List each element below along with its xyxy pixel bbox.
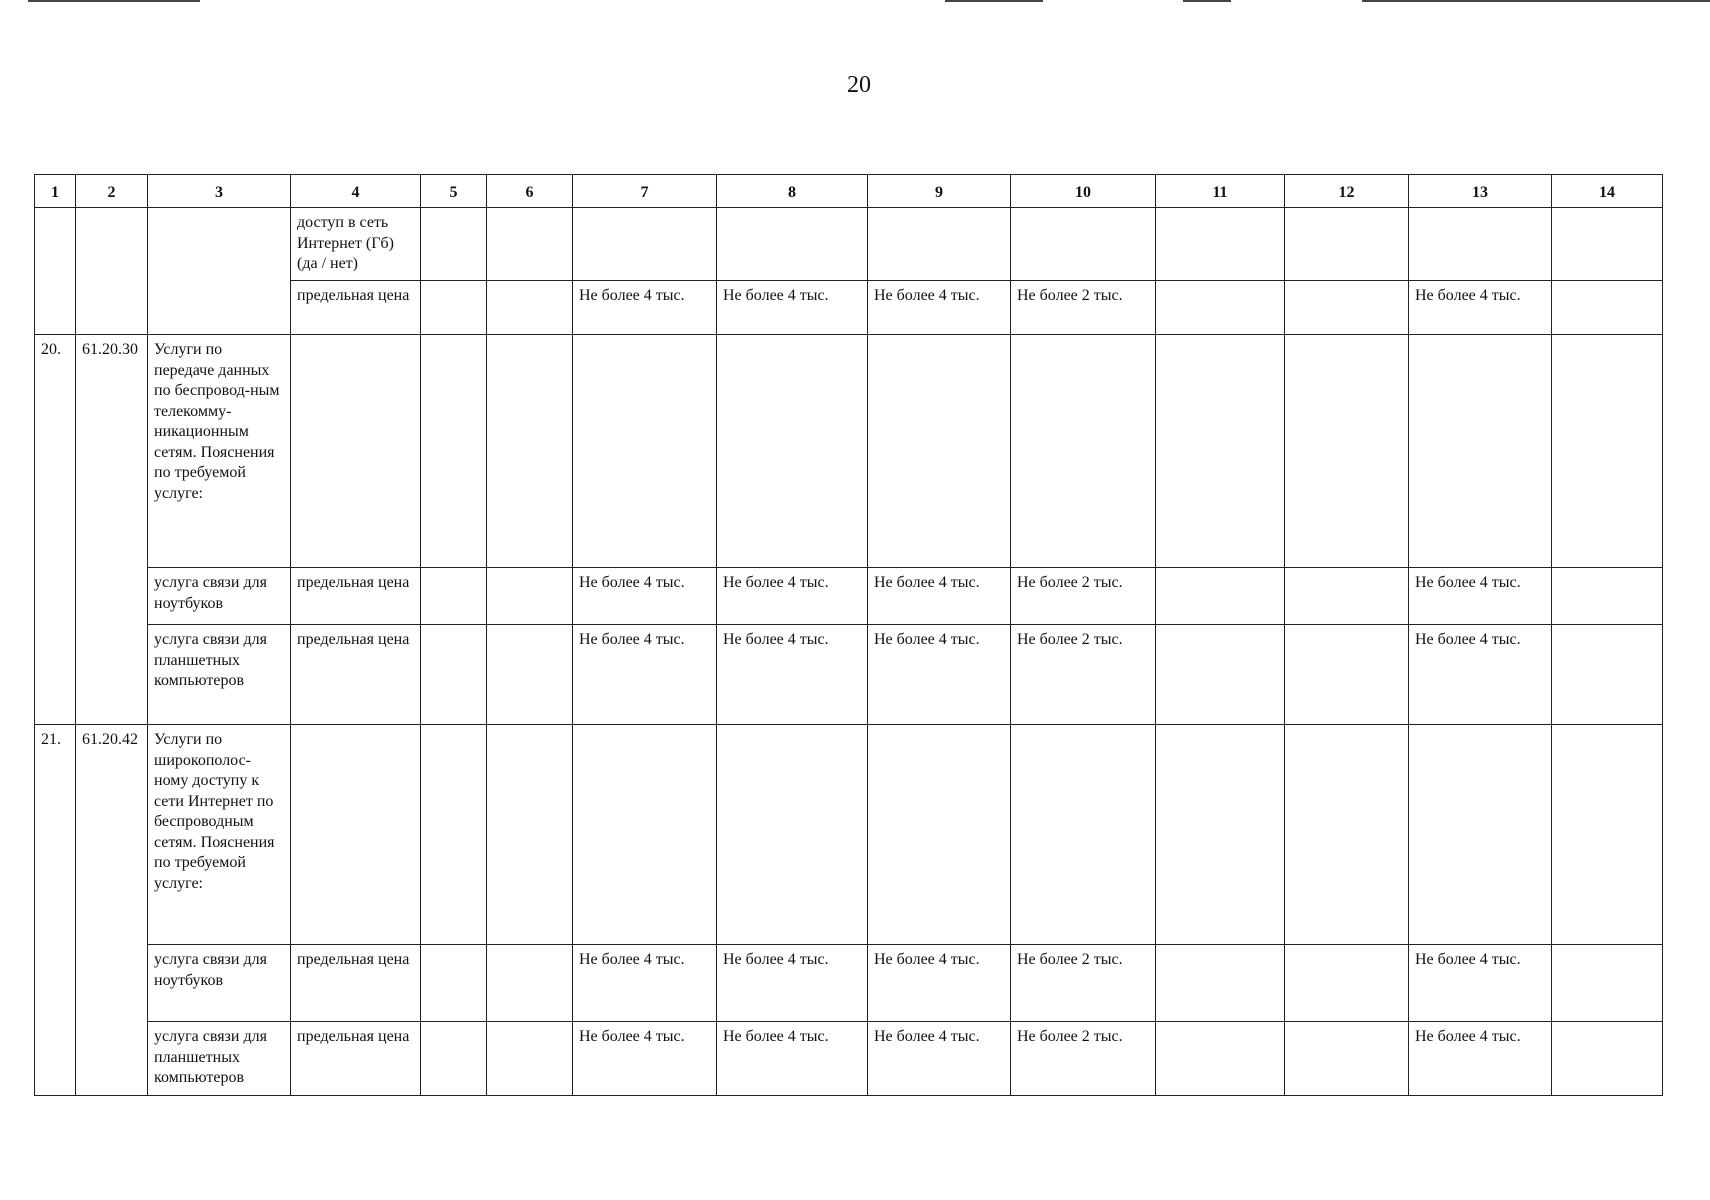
value-cell: Не более 4 тыс. <box>573 568 717 625</box>
column-header: 6 <box>487 175 573 208</box>
column-header: 9 <box>868 175 1011 208</box>
column-header: 4 <box>291 175 421 208</box>
header-row <box>35 175 1663 208</box>
value-cell: Не более 4 тыс. <box>717 568 868 625</box>
group-header-row <box>35 335 1663 568</box>
service-title: Услуги по передаче данных по беспровод-ным телекомму-никационным сетям. Пояснения по требуемой услуге: <box>148 335 291 568</box>
value-cell: Не более 4 тыс. <box>717 1022 868 1096</box>
value-cell: Не более 4 тыс. <box>573 281 717 335</box>
value-cell: Не более 2 тыс. <box>1011 281 1156 335</box>
group-header-row <box>35 725 1663 945</box>
table-cell <box>76 208 148 335</box>
column-header: 10 <box>1011 175 1156 208</box>
table-cell <box>148 208 291 335</box>
value-cell: Не более 2 тыс. <box>1011 945 1156 1022</box>
value-cell: Не более 4 тыс. <box>868 625 1011 725</box>
table-row <box>35 568 1663 625</box>
column-header: 13 <box>1409 175 1552 208</box>
characteristic-cell: предельная цена <box>291 281 421 335</box>
row-number: 21. <box>35 725 76 1096</box>
column-header: 11 <box>1156 175 1285 208</box>
scan-rule <box>28 0 200 2</box>
column-header: 5 <box>421 175 487 208</box>
scan-rule <box>945 0 1043 2</box>
characteristic-cell: предельная цена <box>291 625 421 725</box>
column-header: 8 <box>717 175 868 208</box>
row-number: 20. <box>35 335 76 725</box>
table-row <box>35 945 1663 1022</box>
value-cell: Не более 4 тыс. <box>717 281 868 335</box>
table-row <box>35 1022 1663 1096</box>
column-header: 2 <box>76 175 148 208</box>
value-cell: Не более 4 тыс. <box>1409 1022 1552 1096</box>
column-header: 7 <box>573 175 717 208</box>
value-cell: Не более 4 тыс. <box>573 1022 717 1096</box>
characteristic-cell: предельная цена <box>291 1022 421 1096</box>
value-cell: Не более 4 тыс. <box>717 945 868 1022</box>
table-cell <box>35 208 76 335</box>
value-cell: Не более 4 тыс. <box>1409 568 1552 625</box>
table-row <box>35 208 1663 281</box>
value-cell: Не более 4 тыс. <box>717 625 868 725</box>
column-header: 12 <box>1285 175 1409 208</box>
value-cell: Не более 2 тыс. <box>1011 568 1156 625</box>
column-header: 1 <box>35 175 76 208</box>
scan-rule <box>1362 0 1710 2</box>
value-cell: Не более 4 тыс. <box>573 625 717 725</box>
column-header: 3 <box>148 175 291 208</box>
item-name: услуга связи для ноутбуков <box>148 568 291 625</box>
item-name: услуга связи для ноутбуков <box>148 945 291 1022</box>
characteristic-cell: предельная цена <box>291 568 421 625</box>
value-cell: Не более 4 тыс. <box>868 945 1011 1022</box>
characteristic-cell: предельная цена <box>291 945 421 1022</box>
value-cell: Не более 4 тыс. <box>868 1022 1011 1096</box>
scan-rule <box>1183 0 1231 2</box>
table-row <box>35 625 1663 725</box>
okpd-code: 61.20.42 <box>76 725 148 1096</box>
item-name: услуга связи для планшетных компьютеров <box>148 625 291 725</box>
okpd-code: 61.20.30 <box>76 335 148 725</box>
value-cell: Не более 4 тыс. <box>573 945 717 1022</box>
data-table <box>34 174 1663 1096</box>
value-cell: Не более 4 тыс. <box>868 568 1011 625</box>
value-cell: Не более 4 тыс. <box>1409 945 1552 1022</box>
value-cell: Не более 4 тыс. <box>1409 281 1552 335</box>
item-name: услуга связи для планшетных компьютеров <box>148 1022 291 1096</box>
value-cell: Не более 2 тыс. <box>1011 625 1156 725</box>
value-cell: Не более 4 тыс. <box>868 281 1011 335</box>
page-number: 20 <box>847 72 871 98</box>
value-cell: Не более 4 тыс. <box>1409 625 1552 725</box>
service-title: Услуги по широкополос-ному доступу к сети Интернет по беспроводным сетям. Пояснения по требуемой услуге: <box>148 725 291 945</box>
value-cell: Не более 2 тыс. <box>1011 1022 1156 1096</box>
column-header: 14 <box>1552 175 1663 208</box>
characteristic-cell: доступ в сеть Интернет (Гб) (да / нет) <box>291 208 421 281</box>
